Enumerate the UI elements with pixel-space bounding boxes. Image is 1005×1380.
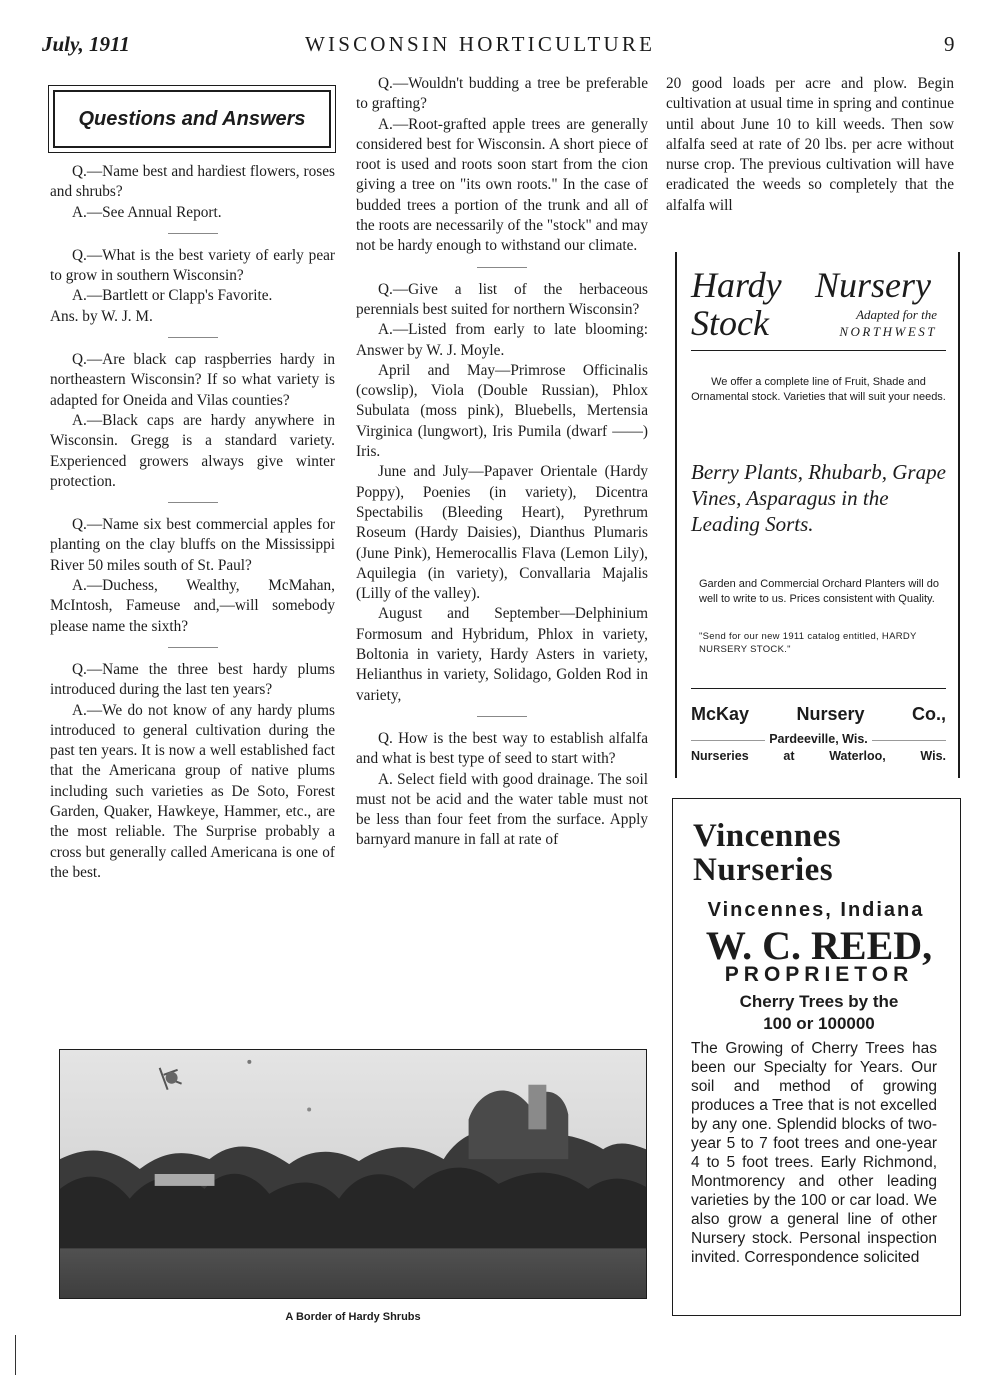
divider (168, 502, 218, 503)
company-name (691, 704, 946, 725)
page-number: 9 (944, 32, 955, 56)
answer-continued: 20 good loads per acre and plow. Begin cultivation at usual time in spring and continue until about June 10 to kill weeds. Then sow alfalfa seed at rate of 20 lbs. per acre without nurse crop. The previous cultivation will have eradicated the weeds so completely that the alfalfa will (666, 75, 954, 214)
ad-subheading (689, 991, 949, 1035)
nurseries-location (691, 749, 946, 763)
ad-tagline (807, 306, 937, 340)
perennials-autumn: August and September—Delphinium Formosum and Hybridum, Phlox in variety, Boltonia in variety, Hardy Asters in variety, Helianthus in variety, Solidago, Golden Rod in variety, (356, 605, 648, 704)
column-3 (666, 74, 954, 216)
company-word: Co., (911, 704, 946, 724)
nurseries-word: Wis. (920, 749, 946, 763)
hardy-nursery-ad (675, 252, 960, 778)
proprietor-name: W. C. REED, (705, 923, 933, 968)
answer: A.—See Annual Report. (72, 203, 222, 221)
question: Q.—Name the three best hardy plums introduced during the last ten years? (50, 660, 335, 699)
location-text: Pardeeville, Wis. (765, 732, 872, 746)
question: Q.—Give a list of the herbaceous perennials best suited for northern Wisconsin? (356, 280, 648, 318)
proprietor-title: PROPRIETOR (724, 963, 914, 986)
section-title: Questions and Answers (53, 90, 331, 148)
ad-heading: Hardy (691, 265, 782, 305)
publication-title: WISCONSIN HORTICULTURE (305, 32, 656, 56)
company-location (691, 732, 946, 746)
answer: A.—We do not know of any hardy plums introduced to general cultivation during the past ten years. It is now a well established fact that the Americana group of native plums including such varieties as De Soto, Forest Garden, Quaker, Hawkeye, Hammer, etc., are the most reliable. The Surprise probably a cross but generally called Americana is one of the best. (50, 701, 335, 881)
subheading-line: Cherry Trees by the (739, 992, 899, 1011)
answer: A. Select field with good drainage. The soil must not be acid and the water table must not be less than four feet from the surface. Apply barnyard manure in fall at rate of (356, 770, 648, 849)
answer: A.—Duchess, Wealthy, McMahan, McIntosh, Fameuse and,—will somebody please name the sixth? (50, 577, 335, 635)
divider (691, 350, 946, 351)
nurseries-word: at (783, 749, 795, 763)
divider (477, 267, 527, 268)
ad-planters: Garden and Commercial Orchard Planters will do well to write to us. Prices consistent with Quality. (699, 578, 939, 605)
divider (691, 688, 946, 689)
column-1 (50, 162, 335, 883)
section-title-box (48, 85, 336, 153)
photo-caption: A Border of Hardy Shrubs (285, 1311, 421, 1323)
question: Q.—Wouldn't budding a tree be preferable to grafting? (356, 75, 648, 113)
nurseries-word: Nurseries (691, 749, 749, 763)
shrub-photo-image (60, 1050, 646, 1298)
issue-date: July, 1911 (42, 32, 130, 56)
answer: A.—Bartlett or Clapp's Favorite. (72, 287, 273, 305)
adapted-text: Adapted for the (856, 307, 937, 322)
ad-body: The Growing of Cherry Trees has been our Specialty for Years. Our soil and method of growing produces a Tree that is not excelled by any one. Splendid blocks of two-year 5 to 7 foot trees and one-year 4 to 5 foot trees. Early Richmond, Montmorency and other leading varieties by the 100 or car load. We also grow a general line of other Nursery stock. Personal inspection invited. Correspondence solicited (691, 1040, 937, 1266)
perennials-spring: April and May—Primrose Officinalis (cowslip), Viola (Double Russian), Phlox Subulata (moss pink), Bluebells, Mertensia Virginica (lungwort), Iris Pumila (dwarf ——) Iris. (356, 361, 648, 461)
ad-heading (693, 819, 841, 887)
answer: A.—Root-grafted apple trees are generally considered best for Wisconsin. A short piece of root is used and roots soon start from the cion giving a tree on "its own roots." In the case of budded trees a portion of the trunk and all of the roots are necessarily of the "stock" and may not be hardy enough to withstand our climate. (356, 115, 648, 255)
ad-heading-line: Nurseries (693, 852, 834, 888)
question: Q.—Name six best commercial apples for planting on the clay bluffs on the Mississippi River 50 miles south of St. Paul? (50, 516, 335, 574)
answer: A.—Listed from early to late blooming: Answer by W. J. Moyle. (356, 321, 648, 359)
column-2 (356, 74, 648, 851)
divider (477, 716, 527, 717)
company-word: Nursery (796, 704, 865, 724)
ad-heading: Stock (691, 303, 769, 343)
subheading-line: 100 or 100000 (763, 1014, 875, 1033)
vincennes-nurseries-ad (672, 798, 961, 1316)
question: Q.—Are black cap raspberries hardy in northeastern Wisconsin? If so what variety is adapted for Oneida and Vilas counties? (50, 351, 335, 409)
question: Q.—Name best and hardiest flowers, roses and shrubs? (50, 163, 335, 201)
divider (168, 647, 218, 648)
perennials-summer: June and July—Papaver Orientale (Hardy Poppy), Poenies (in variety), Dicentra Spectabilis (Bleeding Heart), Pyrethrum Roseum (Hardy Daisies), Dianthus Plumaris (June Pink), Hemerocallis Flava (Lemon Lily), Aquilegia (in variety), Convallaria Majalis (Lilly of the valley). (356, 463, 648, 603)
divider (168, 337, 218, 338)
ad-location: Vincennes, Indiana (707, 899, 925, 921)
margin-mark (15, 1335, 16, 1375)
company-word: McKay (691, 704, 750, 724)
question: Q. How is the best way to establish alfalfa and what is best type of seed to start with? (356, 729, 648, 768)
ad-offer: We offer a complete line of Fruit, Shade and Ornamental stock. Varieties that will suit your needs. (691, 376, 946, 403)
ad-heading: Nursery (815, 265, 931, 305)
nurseries-word: Waterloo, (829, 749, 886, 763)
answer: A.—Black caps are hardy anywhere in Wisconsin. Gregg is a standard variety. Experienced growers always give winter protection. (50, 411, 335, 490)
northwest-text: NORTHWEST (839, 324, 937, 339)
question: Q.—What is the best variety of early pear to grow in southern Wisconsin? (50, 246, 335, 285)
shrub-photo (59, 1049, 647, 1299)
divider (168, 233, 218, 234)
ad-catalog: "Send for our new 1911 catalog entitled, HARDY NURSERY STOCK." (699, 631, 917, 655)
ad-heading-line: Vincennes (693, 818, 842, 854)
answer-credit: Ans. by W. J. M. (50, 307, 153, 325)
ad-products: Berry Plants, Rhubarb, Grape Vines, Asparagus in the Leading Sorts. (691, 460, 946, 536)
